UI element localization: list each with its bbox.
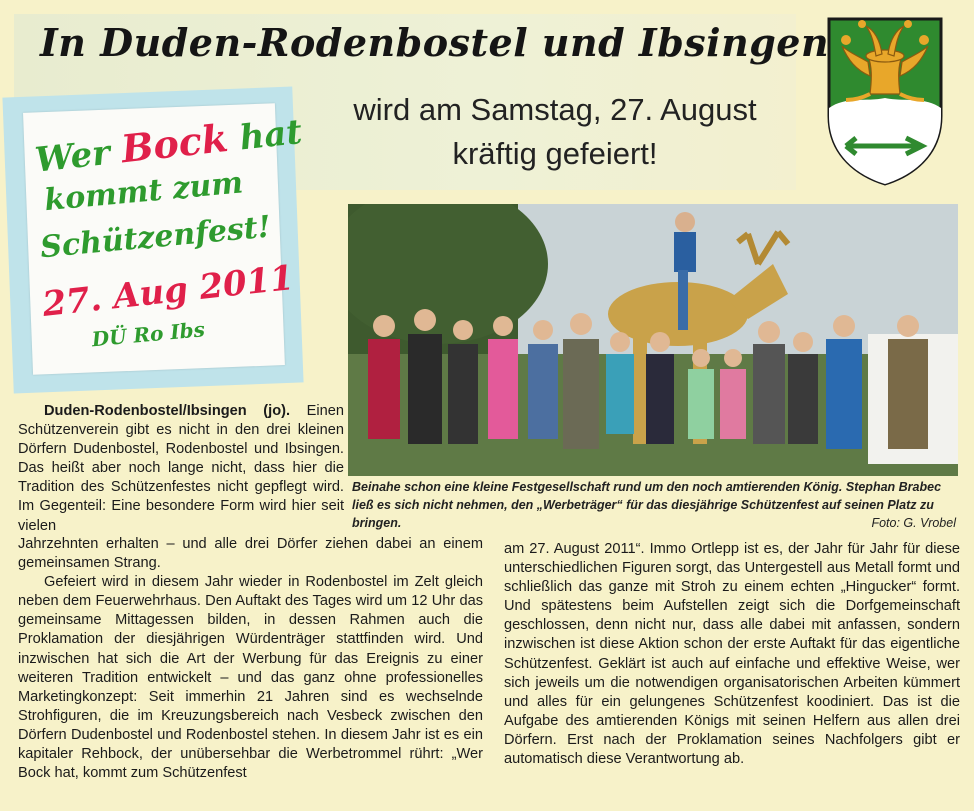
subhead-line-1: wird am Samstag, 27. August [353,92,757,127]
article-paragraph-1-continued: Jahrzehnten erhalten – und alle drei Dörfer ziehen dabei an einem gemeinsamen Strang. [18,536,483,572]
subhead-line-2: kräftig gefeiert! [452,136,658,171]
coat-of-arms-icon [826,16,944,186]
photo-caption [352,478,956,532]
caption-text: Beinahe schon eine kleine Festgesellschaft rund um den noch amtierenden König. Stephan Brabec ließ es sich nicht nehmen, den „Werbeträger“ für das diesjährige Schützenfest auf seinen Platz zu bringen. [352,480,942,530]
sign-line-2: kommt zum [42,165,245,219]
group-photo [348,204,958,476]
article-paragraph-2: Gefeiert wird in diesem Jahr wieder in Rodenbostel im Zelt gleich neben dem Feuerwehrhaus. Den Auftakt des Tages wird um 12 Uhr das gemeinsame Mittagessen bilden, in dessen Rahmen auch die Proklamation der diesjährigen Würdenträger stattfinden wird. Und inzwischen hat sich die Art der Werbung für das Ereignis zu einer weiteren Tradition entwickelt – und das ganz ohne professionelles Marketingkonzept: Seit immerhin 21 Jahren sind es wechselnde Strohfiguren, die im Kreuzungsbereich nach Vesbeck zwischen den Dörfern Dudenbostel und Rodenbostel stehen. In diesem Jahr ist es ein kapitaler Rehbock, der unübersehbar die Werbetrommel rührt: „Wer Bock hat, kommt zum Schützenfest [18,574,483,782]
article-paragraph-1-text: Einen Schützenverein gibt es nicht in den drei kleinen Dörfern Dudenbostel, Rodenbostel und Ibsingen. Das heißt aber noch lange nicht, dass hier die Tradition des Schützenfestes nicht gepflegt wird. Im Gegenteil: Eine besondere Form wird hier seit vielen [18,403,344,534]
sign-line-1 [33,107,304,181]
sign-paper [23,103,305,374]
sign-line-5: DÜ Ro Ibs [90,317,206,352]
article-column-1-top [18,402,344,536]
sign-word-wer: Wer [33,132,113,181]
article-lead: Duden-Rodenbostel/Ibsingen (jo). [44,403,291,419]
headline: In Duden-Rodenbostel und Ibsingen [40,20,830,65]
sign-word-hat: hat [237,111,305,159]
article-paragraph-2-continued: am 27. August 2011“. Immo Ortlepp ist es, der Jahr für Jahr für diese unterschiedlichen Figuren sorgt, das Untergestell aus Metall formt und schließlich das ganze mit Stroh zu einem echten „Hingucker“ formt. Und spätestens beim Aufstellen zeigt sich die Dorfgemeinschaft geschlossen, denn nicht nur, dass alle dabei mit anfassen, sondern inzwischen ist diese Aktion schon der erste Auftakt für das eigentliche Schützenfest. Geklärt ist auch auf einfache und effektive Weise, wer sich jeweils um die notwendigen organisatorischen Arbeiten kümmert und alles für ein gelungenes Schützenfest koodiniert. Das ist die Aufgabe des amtierenden Königs mit seinen Helfern aus allen drei Dörfern. Erst nach der Proklamation seines Nachfolgers gibt er automatisch diese Verantwortung ab. [504,541,960,768]
article-column-1-bottom [18,535,483,783]
photo-credit: Foto: G. Vrobel [871,516,956,530]
group-photo-illustration [348,204,958,476]
subheadline [300,88,810,176]
article-column-2 [504,540,960,769]
article-paragraph-1 [18,402,344,536]
sign-line-4: 27. Aug 2011 [40,257,296,325]
sign-photo [2,87,303,394]
sign-word-bock: Bock [118,115,231,172]
sign-line-3: Schützenfest! [38,209,273,266]
